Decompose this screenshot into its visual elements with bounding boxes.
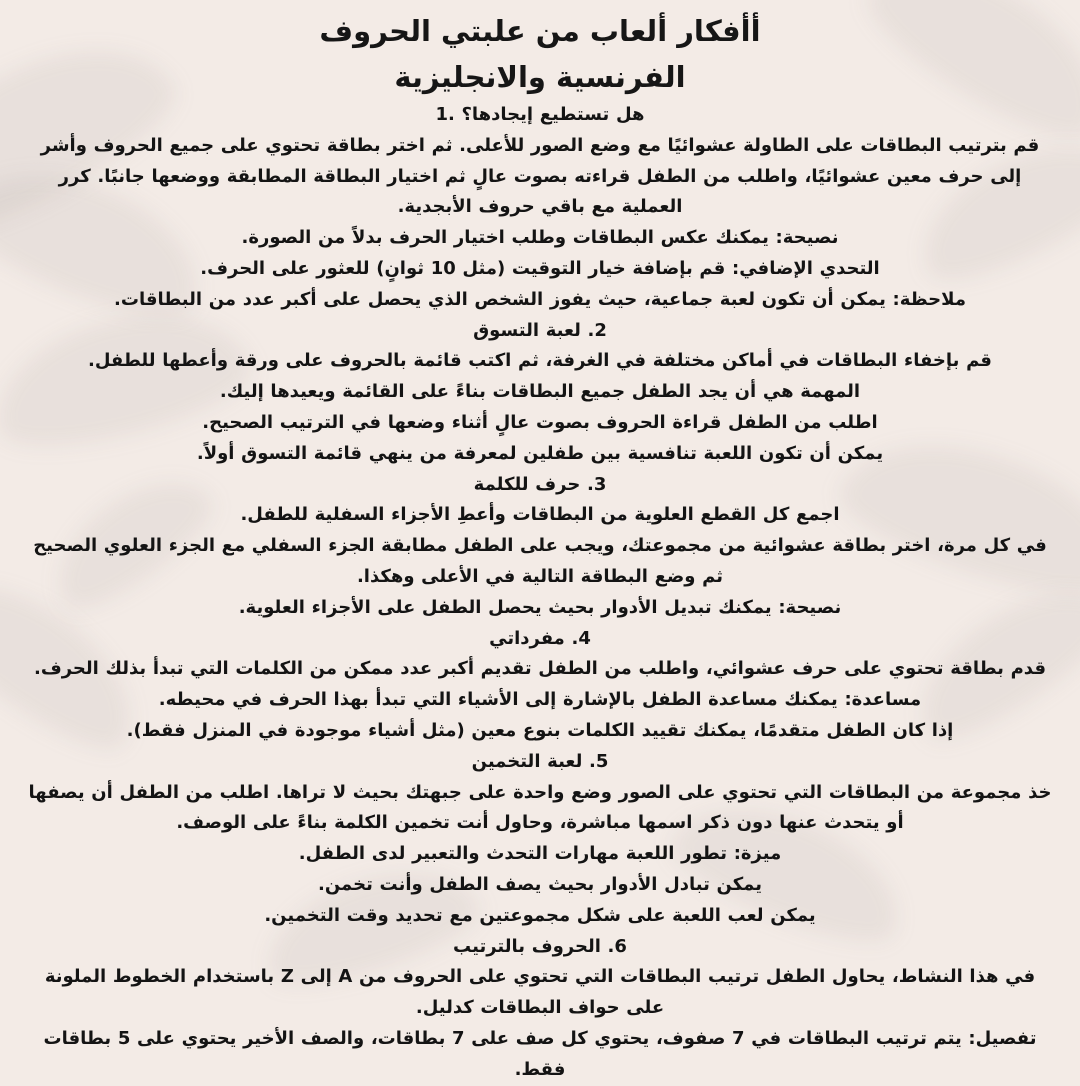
- section-5-line-3: يمكن تبادل الأدوار بحيث يصف الطفل وأنت تخمن.: [318, 873, 762, 895]
- section-2-line-2: المهمة هي أن يجد الطفل جميع البطاقات بناءً على القائمة ويعيدها إليك.: [219, 381, 861, 403]
- section-3-line-1: اجمع كل القطع العلوية من البطاقات وأعطِ الأجزاء السفلية للطفل.: [240, 504, 840, 526]
- section-5-line-2: ميزة: تطور اللعبة مهارات التحدث والتعبير لدى الطفل.: [298, 843, 782, 865]
- section-1-line-1: قم بترتيب البطاقات على الطاولة عشوائيًا مع وضع الصور للأعلى. ثم اختر بطاقة تحتوي على جميع الحروف وأشر إلى حرف معين عشوائيًا، واطلب من الطفل قراءته بصوت عالٍ ثم اختيار البطاقة المطابقة ووضعها جانبًا. كرر العملية مع باقي حروف الأبجدية.: [40, 134, 1040, 218]
- section-6: [18, 932, 1062, 1086]
- section-4-heading: 4. مفرداتي: [489, 627, 591, 649]
- section-2: [18, 316, 1062, 470]
- section-2-heading: 2. لعبة التسوق: [473, 319, 607, 341]
- section-4: [18, 624, 1062, 747]
- section-3: [18, 470, 1062, 624]
- content-area: [18, 0, 1062, 1080]
- page-title: أأفكار ألعاب من علبتي الحروف الفرنسية والانجليزية: [319, 14, 761, 94]
- section-2-line-3: اطلب من الطفل قراءة الحروف بصوت عالٍ أثناء وضعها في الترتيب الصحيح.: [202, 411, 878, 433]
- section-5-line-4: يمكن لعب اللعبة على شكل مجموعتين مع تحديد وقت التخمين.: [264, 904, 816, 926]
- section-4-line-2: مساعدة: يمكنك مساعدة الطفل بالإشارة إلى الأشياء التي تبدأ بهذا الحرف في محيطه.: [158, 689, 922, 711]
- section-3-heading: 3. حرف للكلمة: [473, 473, 607, 495]
- section-4-line-3: إذا كان الطفل متقدمًا، يمكنك تقييد الكلمات بنوع معين (مثل أشياء موجودة في المنزل فقط).: [126, 719, 954, 741]
- section-3-line-2: في كل مرة، اختر بطاقة عشوائية من مجموعتك، ويجب على الطفل مطابقة الجزء السفلي مع الجزء العلوي الصحيح ثم وضع البطاقة التالية في الأعلى وهكذا.: [33, 535, 1047, 587]
- section-6-line-1: في هذا النشاط، يحاول الطفل ترتيب البطاقات التي تحتوي على الحروف من A إلى Z باستخدام الخطوط الملونة على حواف البطاقات كدليل.: [44, 966, 1036, 1019]
- section-1-heading: هل تستطيع إيجادها؟ .1: [435, 104, 645, 125]
- section-6-line-2: تفصيل: يتم ترتيب البطاقات في 7 صفوف، يحتوي كل صف على 7 بطاقات، والصف الأخير يحتوي على 5 بطاقات فقط.: [43, 1027, 1037, 1080]
- section-1-line-3: التحدي الإضافي: قم بإضافة خيار التوقيت (مثل 10 ثوانٍ) للعثور على الحرف.: [200, 257, 880, 279]
- section-5: [18, 747, 1062, 932]
- section-5-heading: 5. لعبة التخمين: [471, 750, 609, 772]
- section-5-line-1: خذ مجموعة من البطاقات التي تحتوي على الصور وضع واحدة على جبهتك بحيث لا تراها. اطلب من الطفل أن يصفها أو يتحدث عنها دون ذكر اسمها مباشرة، وحاول أنت تخمين الكلمة بناءً على الوصف.: [28, 781, 1052, 834]
- section-4-line-1: قدم بطاقة تحتوي على حرف عشوائي، واطلب من الطفل تقديم أكبر عدد ممكن من الكلمات التي تبدأ بذلك الحرف.: [33, 658, 1046, 680]
- section-1-line-2: نصيحة: يمكنك عكس البطاقات وطلب اختيار الحرف بدلاً من الصورة.: [241, 227, 839, 249]
- section-1: [18, 100, 1062, 316]
- section-1-line-4: ملاحظة: يمكن أن تكون لعبة جماعية، حيث يفوز الشخص الذي يحصل على أكبر عدد من البطاقات.: [114, 288, 966, 310]
- section-6-heading: 6. الحروف بالترتيب: [453, 935, 627, 957]
- section-3-line-3: نصيحة: يمكنك تبديل الأدوار بحيث يحصل الطفل على الأجزاء العلوية.: [238, 596, 842, 618]
- section-2-line-4: يمكن أن تكون اللعبة تنافسية بين طفلين لمعرفة من ينهي قائمة التسوق أولاً.: [196, 442, 884, 464]
- section-2-line-1: قم بإخفاء البطاقات في أماكن مختلفة في الغرفة، ثم اكتب قائمة بالحروف على ورقة وأعطها للطفل.: [88, 350, 992, 372]
